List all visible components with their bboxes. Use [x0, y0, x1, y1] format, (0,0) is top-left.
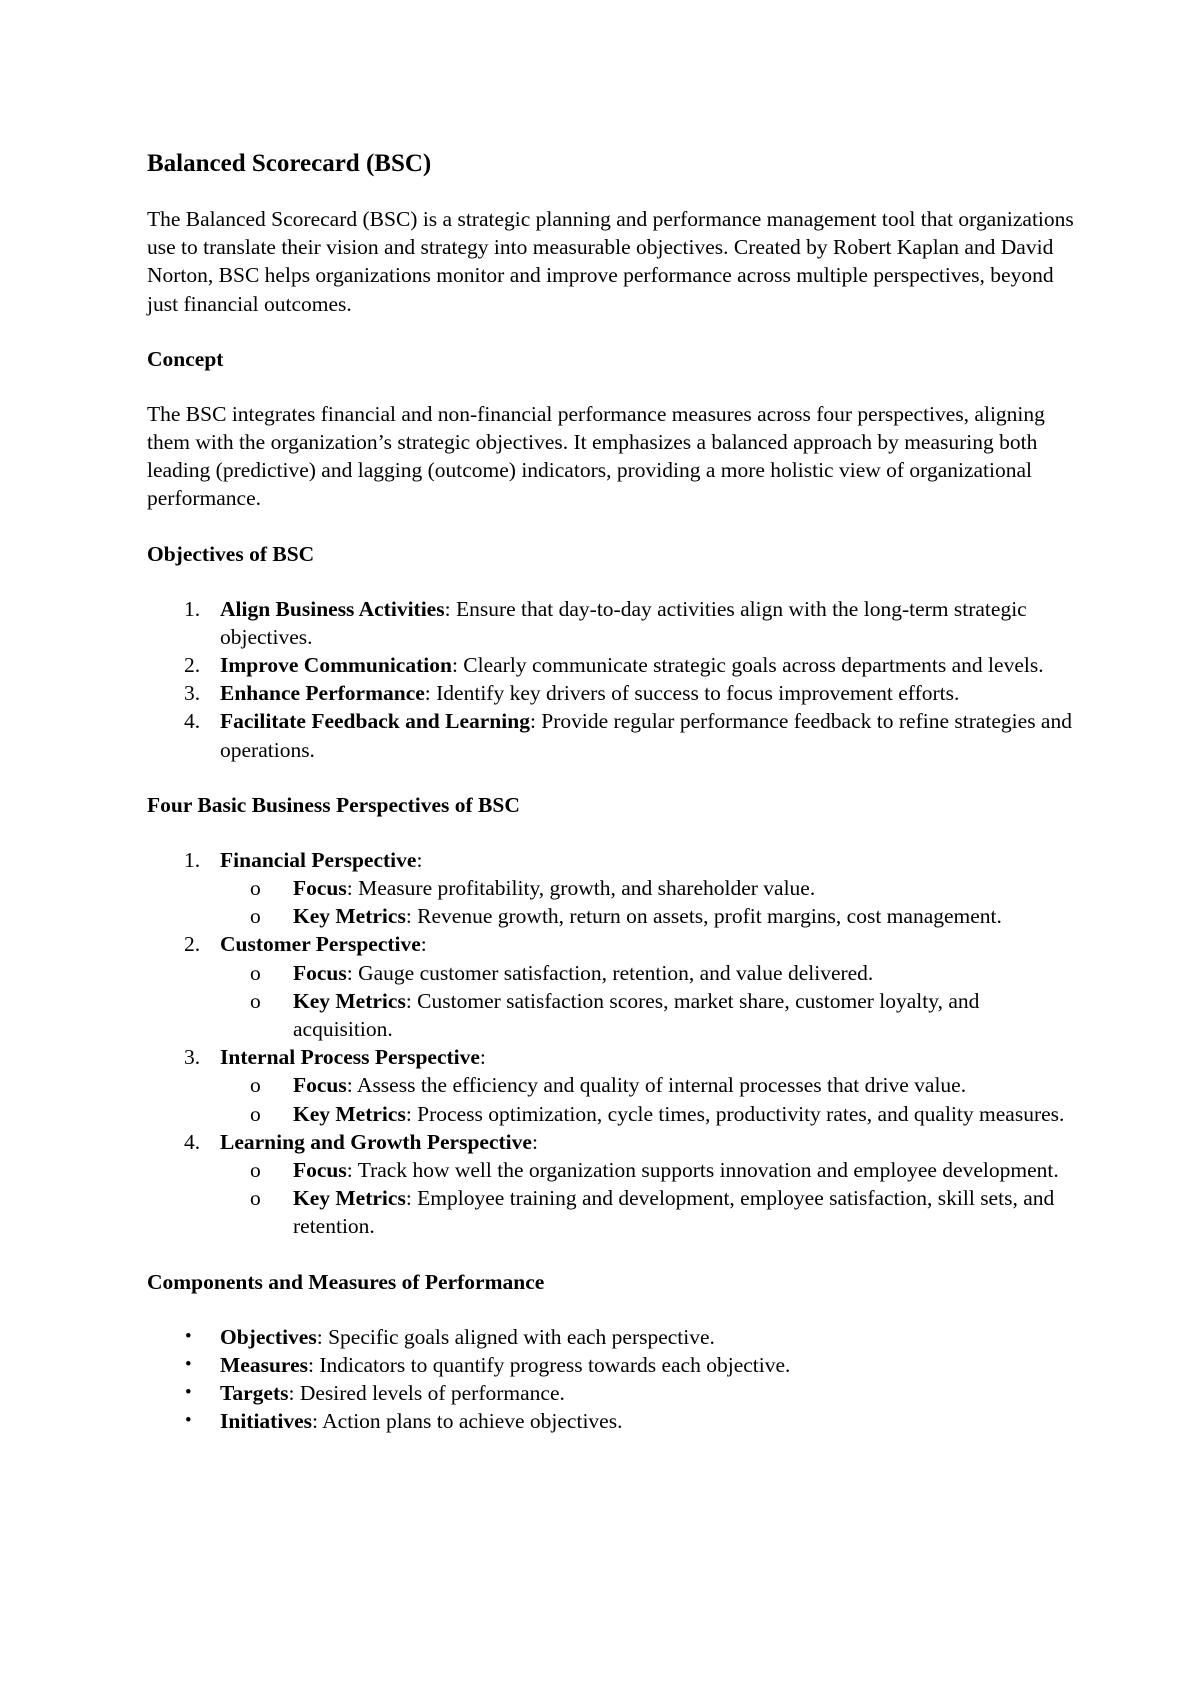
- metrics-item: [220, 1184, 1077, 1240]
- objective-term: Enhance Performance: [220, 681, 425, 706]
- sub-bullet: o: [250, 876, 261, 901]
- components-list: [147, 1323, 1077, 1436]
- metrics-text: : Employee training and development, employee satisfaction, skill sets, and retention.: [293, 1186, 1055, 1239]
- metrics-item: [220, 1100, 1077, 1128]
- objectives-heading: Objectives of BSC: [147, 541, 315, 566]
- perspective-details: [220, 874, 1077, 930]
- component-item: [147, 1407, 1077, 1435]
- objectives-list: [147, 595, 1077, 764]
- focus-label: Focus: [293, 960, 347, 985]
- perspectives-list: [147, 846, 1077, 1241]
- perspective-item: [147, 1128, 1077, 1241]
- focus-label: Focus: [293, 876, 347, 901]
- intro-paragraph: The Balanced Scorecard (BSC) is a strategic planning and performance management tool that organizations use to translate their vision and strategy into measurable objectives. Created by Robert Kaplan and David Norton, BSC helps organizations monitor and improve performance across multiple perspectives, beyond just financial outcomes.: [147, 207, 1074, 316]
- perspective-term: Learning and Growth Perspective: [220, 1129, 532, 1154]
- bullet-marker: •: [185, 1353, 192, 1375]
- document-page: [147, 140, 1077, 1463]
- metrics-text: : Revenue growth, return on assets, profit margins, cost management.: [405, 904, 1002, 929]
- objective-text: : Clearly communicate strategic goals across departments and levels.: [451, 653, 1044, 678]
- list-number: 3.: [184, 681, 201, 706]
- metrics-label: Key Metrics: [293, 1101, 406, 1126]
- focus-item: [220, 1156, 1077, 1184]
- perspective-item: [147, 930, 1077, 1043]
- objective-item: [147, 679, 1077, 707]
- list-number: 3.: [184, 1045, 201, 1070]
- bullet-marker: •: [185, 1410, 192, 1432]
- metrics-label: Key Metrics: [293, 904, 406, 929]
- document-title: Balanced Scorecard (BSC): [147, 150, 432, 177]
- perspective-item: [147, 846, 1077, 931]
- list-number: 1.: [184, 847, 201, 872]
- perspective-details: [220, 1156, 1077, 1241]
- component-term: Initiatives: [220, 1409, 312, 1434]
- focus-text: : Track how well the organization supports innovation and employee development.: [346, 1158, 1059, 1183]
- sub-bullet: o: [250, 1186, 261, 1211]
- focus-text: : Gauge customer satisfaction, retention, and value delivered.: [346, 960, 874, 985]
- component-item: [147, 1379, 1077, 1407]
- objective-item: [147, 651, 1077, 679]
- perspective-term: Internal Process Perspective: [220, 1045, 480, 1070]
- sub-bullet: o: [250, 904, 261, 929]
- bullet-marker: •: [185, 1325, 192, 1347]
- sub-bullet: o: [250, 988, 261, 1013]
- perspectives-heading: Four Basic Business Perspectives of BSC: [147, 792, 520, 817]
- component-item: [147, 1323, 1077, 1351]
- objective-text: : Ensure that day-to-day activities align with the long-term strategic objectives.: [220, 596, 1027, 649]
- perspective-term: Financial Perspective: [220, 847, 417, 872]
- objective-text: : Provide regular performance feedback to refine strategies and operations.: [220, 709, 1072, 762]
- metrics-label: Key Metrics: [293, 988, 406, 1013]
- concept-paragraph: The BSC integrates financial and non-financial performance measures across four perspectives, aligning them with the organization’s strategic objectives. It emphasizes a balanced approach by measuring both leading (predictive) and lagging (outcome) indicators, providing a more holistic view of organizational performance.: [147, 401, 1045, 511]
- component-text: : Action plans to achieve objectives.: [311, 1409, 623, 1434]
- metrics-item: [220, 987, 1077, 1043]
- metrics-text: : Process optimization, cycle times, productivity rates, and quality measures.: [405, 1101, 1065, 1126]
- metrics-text: : Customer satisfaction scores, market share, customer loyalty, and acquisition.: [293, 988, 980, 1042]
- perspective-details: [220, 959, 1077, 1044]
- sub-bullet: o: [250, 1158, 261, 1183]
- perspective-colon: :: [531, 1129, 538, 1154]
- sub-bullet: o: [250, 1101, 261, 1126]
- component-term: Targets: [220, 1381, 289, 1406]
- perspective-term: Customer Perspective: [220, 932, 421, 957]
- perspective-colon: :: [420, 932, 427, 957]
- list-number: 2.: [184, 932, 201, 957]
- objective-term: Improve Communication: [220, 653, 452, 678]
- component-text: : Desired levels of performance.: [288, 1381, 565, 1406]
- list-number: 4.: [184, 709, 201, 734]
- component-item: [147, 1351, 1077, 1379]
- objective-text: : Identify key drivers of success to focus improvement efforts.: [424, 681, 960, 706]
- objective-item: [147, 595, 1077, 651]
- sub-bullet: o: [250, 1073, 261, 1098]
- component-text: : Indicators to quantify progress towards each objective.: [307, 1352, 791, 1377]
- component-term: Objectives: [220, 1324, 317, 1349]
- focus-text: : Measure profitability, growth, and shareholder value.: [346, 876, 816, 901]
- focus-label: Focus: [293, 1073, 347, 1098]
- concept-heading: Concept: [147, 346, 224, 371]
- list-number: 2.: [184, 653, 201, 678]
- focus-item: [220, 959, 1077, 987]
- perspective-details: [220, 1071, 1077, 1127]
- list-number: 1.: [184, 596, 201, 621]
- components-heading: Components and Measures of Performance: [147, 1269, 545, 1294]
- objective-term: Align Business Activities: [220, 596, 445, 621]
- focus-item: [220, 1071, 1077, 1099]
- focus-text: : Assess the efficiency and quality of internal processes that drive value.: [346, 1073, 967, 1098]
- component-text: : Specific goals aligned with each perspective.: [316, 1324, 715, 1349]
- sub-bullet: o: [250, 960, 261, 985]
- bullet-marker: •: [185, 1382, 192, 1404]
- component-term: Measures: [220, 1352, 308, 1377]
- perspective-item: [147, 1043, 1077, 1128]
- metrics-item: [220, 902, 1077, 930]
- objective-item: [147, 707, 1077, 763]
- focus-label: Focus: [293, 1158, 347, 1183]
- metrics-label: Key Metrics: [293, 1186, 406, 1211]
- perspective-colon: :: [479, 1045, 486, 1070]
- list-number: 4.: [184, 1129, 201, 1154]
- perspective-colon: :: [416, 847, 423, 872]
- focus-item: [220, 874, 1077, 902]
- objective-term: Facilitate Feedback and Learning: [220, 709, 530, 734]
